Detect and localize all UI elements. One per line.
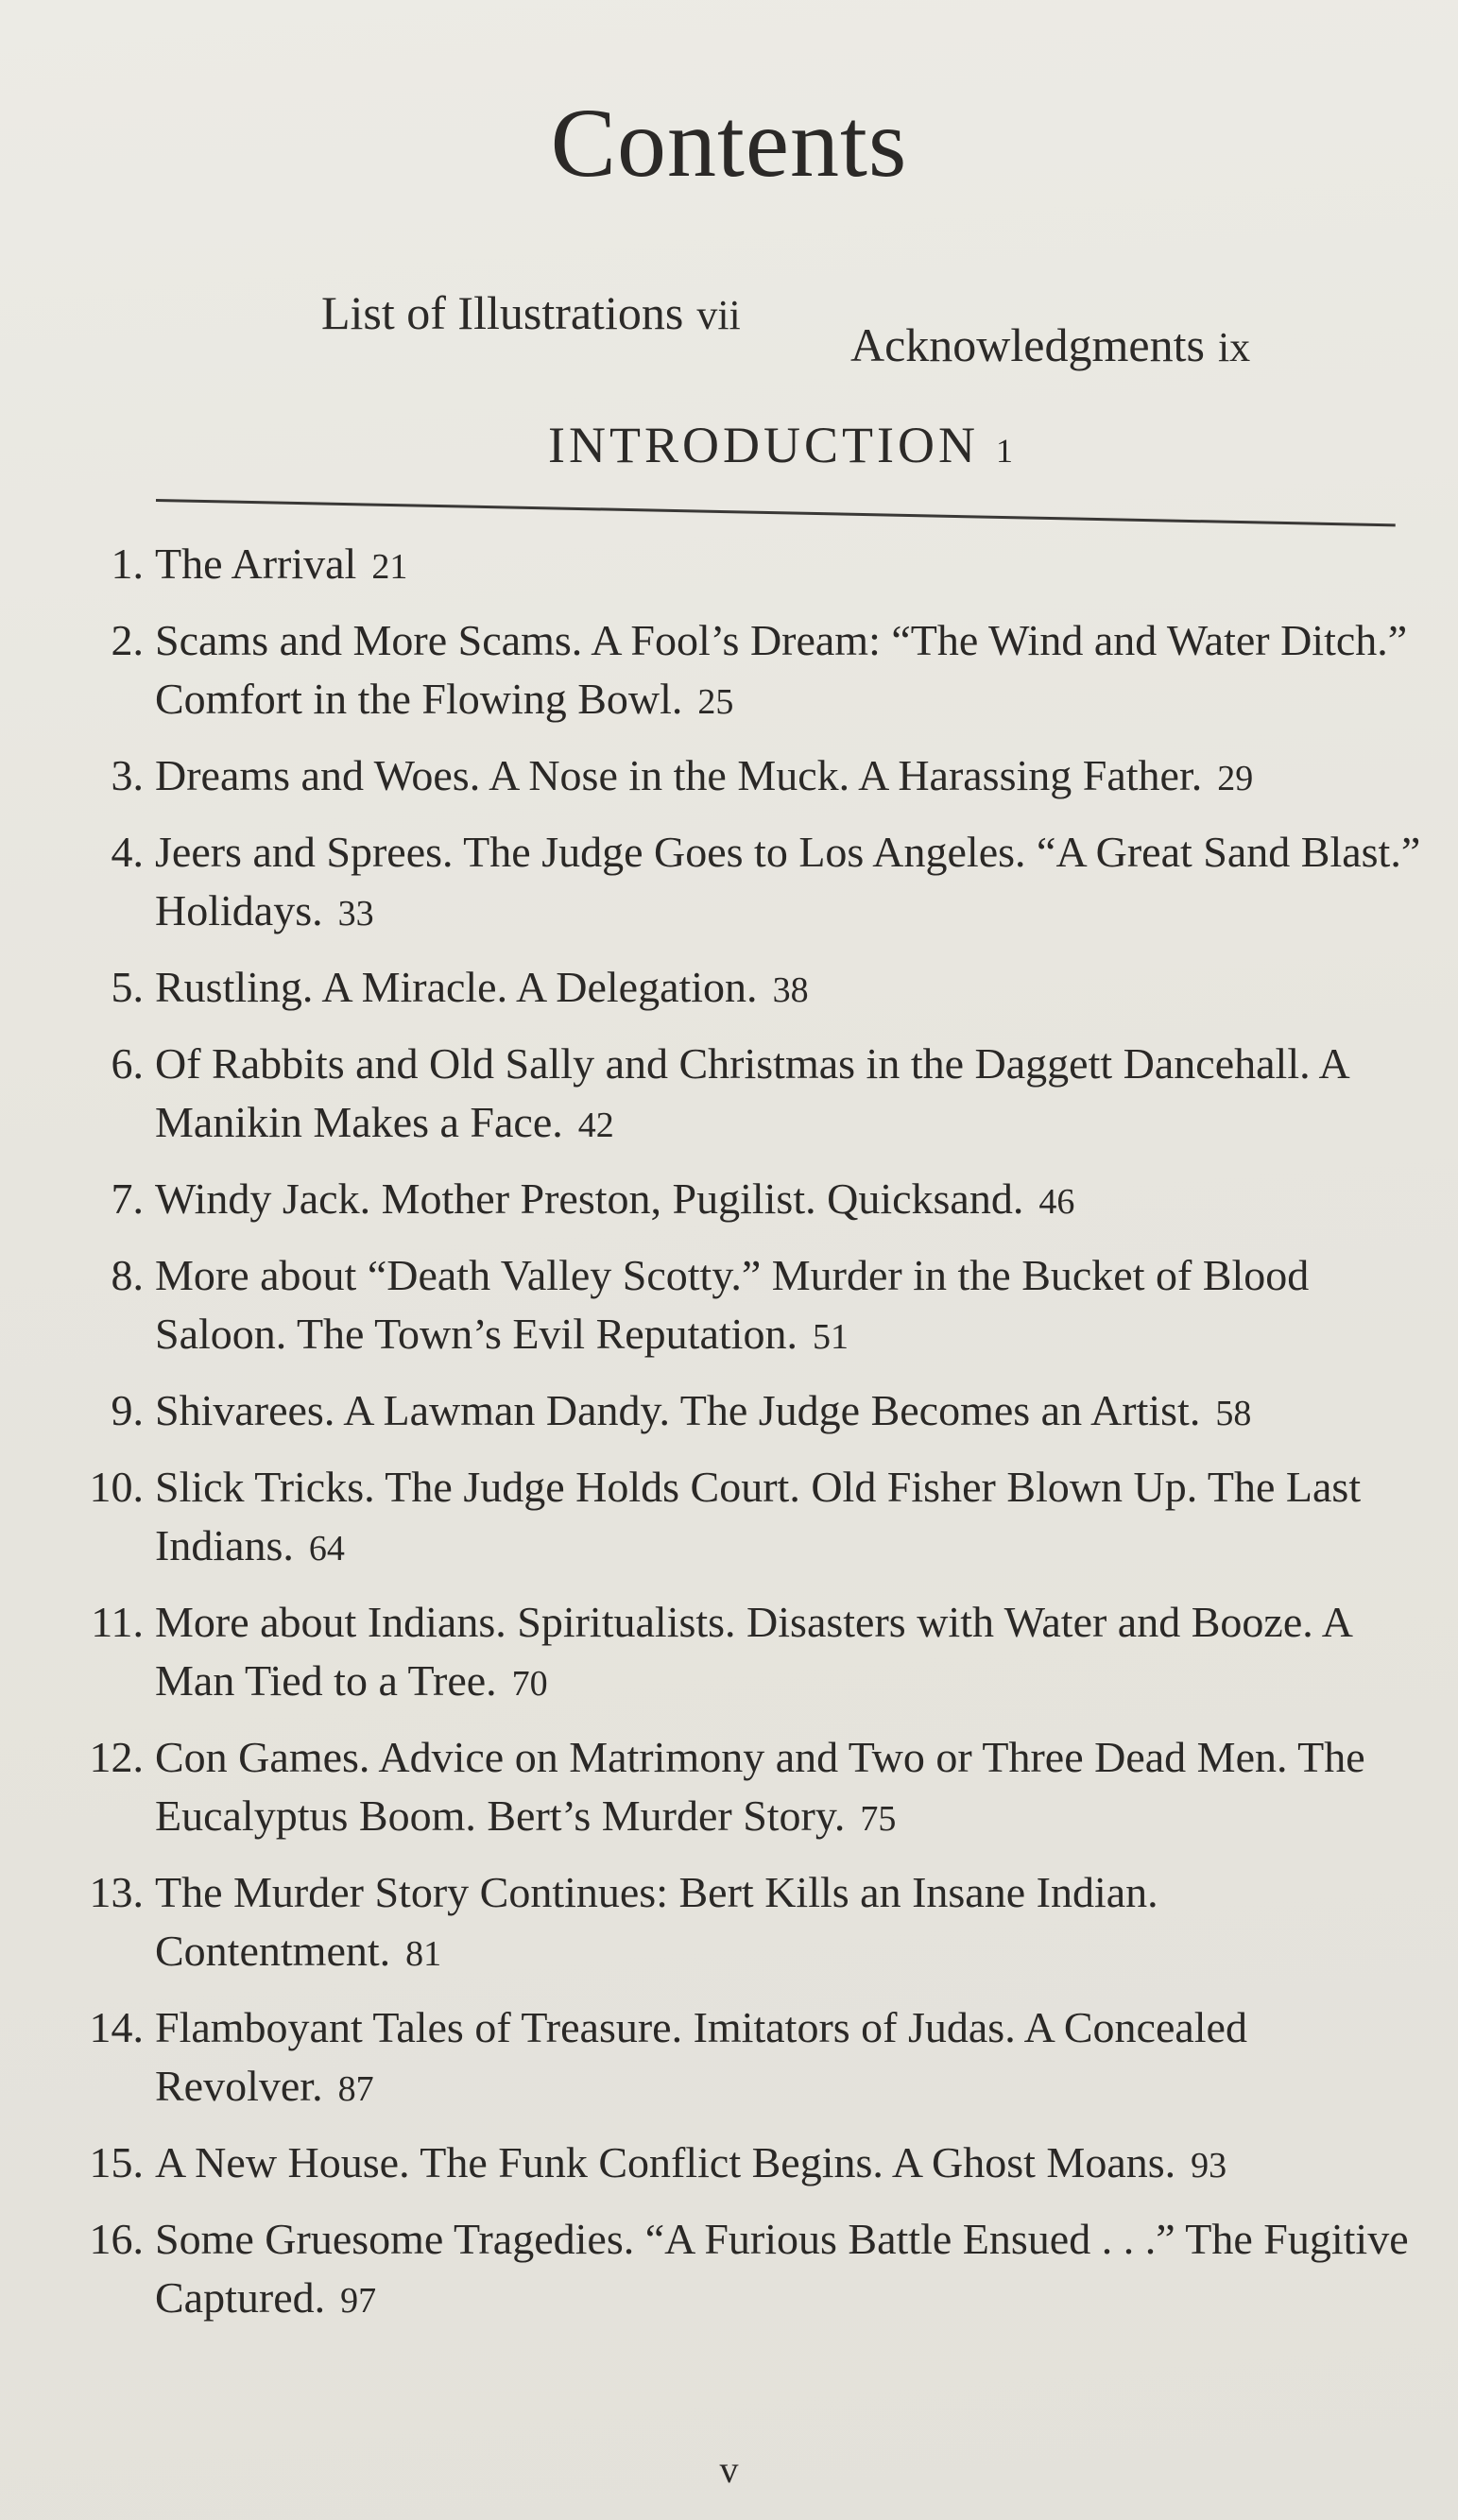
chapter-number: 2. (111, 616, 144, 664)
chapter-page: 75 (860, 1799, 897, 1839)
chapter-page: 87 (337, 2069, 374, 2109)
chapter-entry (76, 535, 1427, 596)
chapter-number: 6. (111, 1039, 144, 1088)
chapter-entry (76, 1246, 1427, 1366)
chapter-page: 42 (577, 1106, 614, 1145)
chapter-title: Rustling. A Miracle. A Delegation. (155, 963, 758, 1011)
chapter-number: 1. (111, 540, 144, 588)
chapter-title: The Murder Story Continues: Bert Kills an Insane Indian. Contentment. (155, 1868, 1158, 1975)
illustrations-page: vii (696, 292, 741, 338)
chapter-entry (76, 958, 1427, 1020)
acknowledgments-label: Acknowledgments (850, 318, 1205, 371)
chapter-number: 10. (89, 1463, 144, 1511)
page-title: Contents (550, 89, 908, 197)
chapter-entry (76, 823, 1427, 943)
chapter-page: 51 (812, 1317, 849, 1357)
chapter-page: 81 (405, 1934, 442, 1974)
page-number: v (719, 2448, 739, 2491)
chapter-number: 16. (89, 2215, 144, 2263)
chapter-title: Shivarees. A Lawman Dandy. The Judge Becomes an Artist. (155, 1386, 1201, 1434)
introduction-entry (548, 416, 1013, 474)
chapter-page: 58 (1215, 1394, 1252, 1433)
chapter-number: 4. (111, 828, 144, 876)
chapter-entry (76, 1458, 1427, 1578)
chapter-title: Of Rabbits and Old Sally and Christmas in the Daggett Dancehall. A Manikin Makes a Face. (155, 1039, 1348, 1146)
chapter-number: 8. (111, 1251, 144, 1299)
chapter-page: 21 (371, 547, 408, 587)
chapter-title: More about Indians. Spiritualists. Disasters with Water and Booze. A Man Tied to a Tree. (155, 1598, 1351, 1705)
chapter-number: 5. (111, 963, 144, 1011)
chapter-entry (76, 1863, 1427, 1983)
chapter-entry (76, 2134, 1427, 2195)
illustrations-label: List of Illustrations (321, 286, 684, 339)
chapter-number: 14. (89, 2003, 144, 2051)
chapter-title: Con Games. Advice on Matrimony and Two or Three Dead Men. The Eucalyptus Boom. Bert’s Murder Story. (155, 1733, 1365, 1840)
chapter-title: Flamboyant Tales of Treasure. Imitators of Judas. A Concealed Revolver. (155, 2003, 1247, 2110)
chapter-number: 3. (111, 751, 144, 799)
chapter-number: 15. (89, 2138, 144, 2186)
section-divider (156, 499, 1396, 526)
chapter-entry (76, 611, 1427, 731)
chapter-entry (76, 1728, 1427, 1848)
chapter-list (76, 535, 1427, 2345)
chapter-page: 38 (772, 970, 809, 1010)
chapter-title: Scams and More Scams. A Fool’s Dream: “The Wind and Water Ditch.” Comfort in the Flowing Bowl. (155, 616, 1408, 723)
front-matter-acknowledgments (850, 317, 1250, 372)
chapter-page: 97 (340, 2281, 377, 2321)
chapter-page: 29 (1217, 759, 1254, 798)
chapter-title: Windy Jack. Mother Preston, Pugilist. Quicksand. (155, 1174, 1024, 1223)
chapter-number: 13. (89, 1868, 144, 1916)
chapter-entry (76, 1381, 1427, 1443)
chapter-entry (76, 1035, 1427, 1155)
chapter-number: 7. (111, 1174, 144, 1223)
chapter-title: More about “Death Valley Scotty.” Murder in the Bucket of Blood Saloon. The Town’s Evil Reputation. (155, 1251, 1310, 1358)
chapter-page: 33 (337, 894, 374, 934)
chapter-title: Slick Tricks. The Judge Holds Court. Old Fisher Blown Up. The Last Indians. (155, 1463, 1362, 1569)
chapter-page: 46 (1038, 1182, 1075, 1222)
chapter-page: 93 (1191, 2146, 1227, 2186)
chapter-page: 70 (511, 1664, 548, 1704)
chapter-page: 25 (697, 682, 734, 722)
chapter-title: Jeers and Sprees. The Judge Goes to Los Angeles. “A Great Sand Blast.” Holidays. (155, 828, 1421, 934)
chapter-entry (76, 1593, 1427, 1713)
chapter-title: Some Gruesome Tragedies. “A Furious Battle Ensued . . .” The Fugitive Captured. (155, 2215, 1409, 2322)
front-matter-illustrations (321, 285, 741, 340)
chapter-number: 11. (91, 1598, 144, 1646)
chapter-title: A New House. The Funk Conflict Begins. A Ghost Moans. (155, 2138, 1176, 2186)
chapter-page: 64 (308, 1529, 345, 1569)
introduction-label: INTRODUCTION (548, 417, 979, 473)
chapter-entry (76, 1170, 1427, 1231)
chapter-entry (76, 1998, 1427, 2118)
chapter-number: 12. (89, 1733, 144, 1781)
chapter-entry (76, 746, 1427, 808)
chapter-number: 9. (111, 1386, 144, 1434)
introduction-page: 1 (995, 432, 1013, 470)
acknowledgments-page: ix (1217, 324, 1251, 370)
chapter-entry (76, 2210, 1427, 2330)
chapter-title: Dreams and Woes. A Nose in the Muck. A Harassing Father. (155, 751, 1203, 799)
chapter-title: The Arrival (155, 540, 357, 588)
